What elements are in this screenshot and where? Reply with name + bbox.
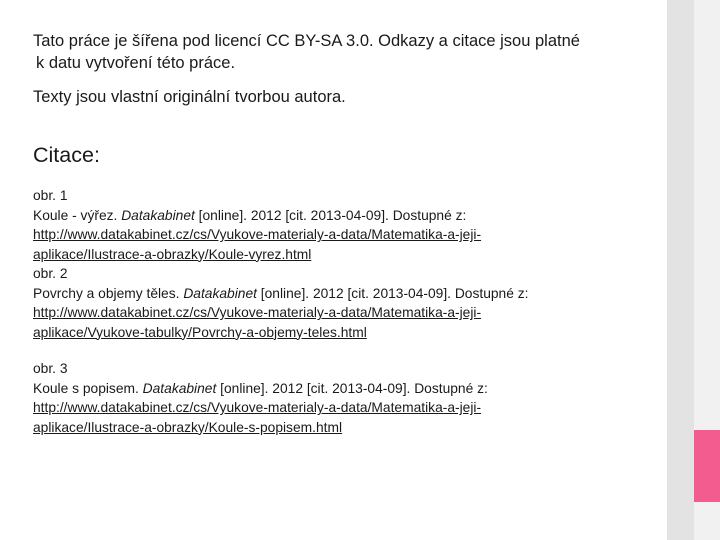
citation-link-line-1: http://www.datakabinet.cz/cs/Vyukove-materialy-a-data/Matematika-a-jeji- (33, 227, 482, 242)
citation-details: [online]. 2012 [cit. 2013-04-09]. Dostupné z: (256, 285, 529, 301)
citation-item-2 (33, 264, 653, 342)
license-notice-line-2: k datu vytvoření této práce. (36, 54, 236, 72)
citation-title: Koule - výřez. (33, 207, 122, 223)
license-notice-line-1: Tato práce je šířena pod licencí CC BY-SA 3.0. Odkazy a citace jsou platné (33, 32, 580, 50)
authorship-statement: Texty jsou vlastní originální tvorbou autora. (33, 88, 346, 106)
citation-link-line-2: aplikace/Vyukove-tabulky/Povrchy-a-objemy-teles.html (33, 324, 367, 340)
citation-text (33, 284, 653, 304)
citation-item-3 (33, 359, 653, 437)
citation-link-line-2: aplikace/Ilustrace-a-obrazky/Koule-vyrez.html (33, 246, 312, 262)
citation-details: [online]. 2012 [cit. 2013-04-09]. Dostupné z: (194, 207, 467, 223)
citation-source: Datakabinet (142, 380, 217, 396)
citation-source: Datakabinet (183, 285, 257, 301)
license-notice (33, 30, 653, 74)
citation-link[interactable] (33, 225, 653, 264)
citation-label: obr. 1 (33, 188, 68, 203)
citation-label: obr. 3 (33, 361, 68, 376)
side-decoration-accent-block (694, 430, 720, 502)
citation-text (33, 206, 653, 226)
side-decoration (667, 0, 720, 540)
citation-item-1 (33, 186, 653, 264)
citations-heading: Citace: (33, 143, 100, 167)
side-decoration-dark-band (667, 0, 694, 540)
citation-link-line-2: aplikace/Ilustrace-a-obrazky/Koule-s-popisem.html (33, 419, 343, 435)
citation-link-line-1: http://www.datakabinet.cz/cs/Vyukove-materialy-a-data/Matematika-a-jeji- (33, 400, 482, 415)
citation-source: Datakabinet (121, 207, 195, 223)
citation-link[interactable] (33, 303, 653, 342)
citation-label: obr. 2 (33, 266, 68, 281)
spacer (33, 342, 653, 359)
citations-list (33, 186, 653, 437)
citation-text (33, 379, 653, 399)
citation-details: [online]. 2012 [cit. 2013-04-09]. Dostupné z: (216, 380, 488, 396)
citation-title: Koule s popisem. (33, 380, 143, 396)
citation-link-line-1: http://www.datakabinet.cz/cs/Vyukove-materialy-a-data/Matematika-a-jeji- (33, 305, 482, 320)
citation-link[interactable] (33, 398, 653, 437)
citation-title: Povrchy a objemy těles. (33, 285, 184, 301)
slide-content (33, 30, 653, 437)
